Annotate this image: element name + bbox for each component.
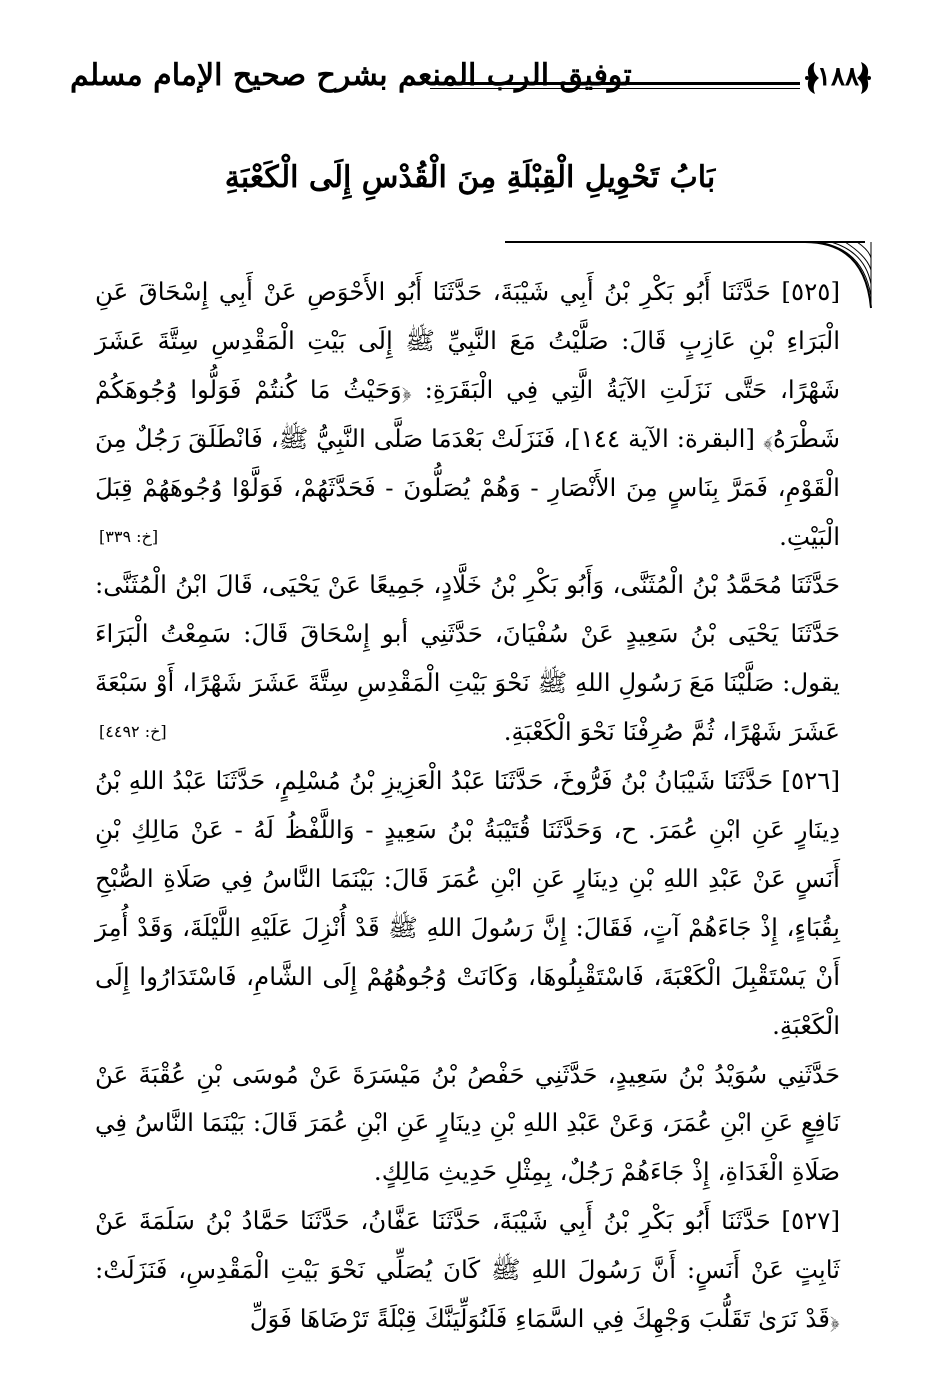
hadith-text: [٥٢٦] حَدَّثَنَا شَيْبَانُ بْنُ فَرُّوخَ، حَدَّثَنَا عَبْدُ الْعَزِيزِ بْنُ مُسْلِمٍ، حَدَّثَنَا عَبْدُ اللهِ بْنُ دِينَارٍ عَنِ ابْنِ عُمَرَ. ح، وَحَدَّثَنَا قُتَيْبَةُ بْنُ سَعِيدٍ - وَاللَّفْظُ لَهُ - عَنْ مَالِكِ بْنِ أَنَسٍ عَنْ عَبْدِ اللهِ بْنِ دِينَارٍ عَنِ ابْنِ عُمَرَ قَالَ: بَيْنَمَا النَّاسُ فِي صَلَاةِ الصُّبْحِ بِقُبَاءٍ، إِذْ جَاءَهُمْ آتٍ، فَقَالَ: إِنَّ رَسُولَ اللهِ ﷺ قَدْ أُنْزِلَ عَلَيْهِ اللَّيْلَةَ، وَقَدْ أُمِرَ أَنْ يَسْتَقْبِلَ الْكَعْبَةَ، فَاسْتَقْبِلُوهَا، وَكَانَتْ وُجُوهُهُمْ إِلَى الشَّامِ، فَاسْتَدَارُوا إِلَى الْكَعْبَةِ. [95,766,840,1040]
header-rule [430,82,800,85]
running-header [70,52,870,104]
hadith-text-body [95,268,840,1344]
page-number-frame [803,56,873,100]
hadith-text: [٥٢٧] حَدَّثَنَا أَبُو بَكْرِ بْنُ أَبِي شَيْبَةَ، حَدَّثَنَا عَفَّانُ، حَدَّثَنَا حَمَّادُ بْنُ سَلَمَةَ عَنْ ثَابِتٍ عَنْ أَنَسٍ: أَنَّ رَسُولَ اللهِ ﷺ كَانَ يُصَلِّي نَحْوَ بَيْتِ الْمَقْدِسِ، فَنَزَلَتْ: ﴿قَدْ نَرَىٰ تَقَلُّبَ وَجْهِكَ فِي السَّمَاءِ فَلَنُوَلِّيَنَّكَ قِبْلَةً تَرْضَاهَا فَوَلِّ [95,1206,840,1334]
hadith-paragraph [95,1197,840,1344]
header-rule-thin [430,88,800,89]
book-title: توفيق الرب المنعم بشرح صحيح الإمام مسلم [70,58,632,93]
chapter-title: بَابُ تَحْوِيلِ الْقِبْلَةِ مِنَ الْقُدْسِ إِلَى الْكَعْبَةِ [224,160,716,195]
hadith-paragraph [95,561,840,757]
hadith-paragraph [95,757,840,1050]
hadith-paragraph [95,1051,840,1198]
hadith-paragraph [95,268,840,561]
page-number: ١٨٨ [817,62,859,92]
hadith-text: حَدَّثَنَا مُحَمَّدُ بْنُ الْمُثَنَّى، وَأَبُو بَكْرِ بْنُ خَلَّادٍ، جَمِيعًا عَنْ يَحْيَى، قَالَ ابْنُ الْمُثَنَّى: حَدَّثَنَا يَحْيَى بْنُ سَعِيدٍ عَنْ سُفْيَانَ، حَدَّثَنِي أبو إِسْحَاقَ قَالَ: سَمِعْتُ الْبَرَاءَ يقول: صَلَّيْنَا مَعَ رَسُولِ اللهِ ﷺ نَحْوَ بَيْتِ الْمَقْدِسِ سِتَّةَ عَشَرَ شَهْرًا، أَوْ سَبْعَةَ عَشَرَ شَهْرًا، ثُمَّ صُرِفْنَا نَحْوَ الْكَعْبَةِ. [95,570,840,747]
reference-tag: [خ: ٣٣٩] [99,526,159,546]
hadith-text: [٥٢٥] حَدَّثَنَا أَبُو بَكْرِ بْنُ أَبِي شَيْبَةَ، حَدَّثَنَا أَبُو الأَحْوَصِ عَنْ أَبِي إِسْحَاقَ عَنِ الْبَرَاءِ بْنِ عَازِبٍ قَالَ: صَلَّيْتُ مَعَ النَّبِيِّ ﷺ إِلَى بَيْتِ الْمَقْدِسِ سِتَّةَ عَشَرَ شَهْرًا، حَتَّى نَزَلَتِ الآيَةُ الَّتِي فِي الْبَقَرَةِ: ﴿وَحَيْثُ مَا كُنتُمْ فَوَلُّوا وُجُوهَكُمْ شَطْرَهُ﴾ [البقرة: الآية ١٤٤]، فَنَزَلَتْ بَعْدَمَا صَلَّى النَّبِيُّ ﷺ، فَانْطَلَقَ رَجُلٌ مِنَ الْقَوْمِ، فَمَرَّ بِنَاسٍ مِنَ الأَنْصَارِ - وَهُمْ يُصَلُّونَ - فَحَدَّثَهُمْ، فَوَلَّوْا وُجُوهَهُمْ قِبَلَ الْبَيْتِ. [95,277,840,551]
reference-tag: [خ: ٤٤٩٢] [99,722,167,742]
hadith-text: حَدَّثَنِي سُوَيْدُ بْنُ سَعِيدٍ، حَدَّثَنِي حَفْصُ بْنُ مَيْسَرَةَ عَنْ مُوسَى بْنِ عُقْبَةَ عَنْ نَافِعٍ عَنِ ابْنِ عُمَرَ، وَعَنْ عَبْدِ اللهِ بْنِ دِينَارٍ عَنِ ابْنِ عُمَرَ قَالَ: بَيْنَمَا النَّاسُ فِي صَلَاةِ الْغَدَاةِ، إِذْ جَاءَهُمْ رَجُلٌ، بِمِثْلِ حَدِيثِ مَالِكٍ. [95,1059,840,1187]
